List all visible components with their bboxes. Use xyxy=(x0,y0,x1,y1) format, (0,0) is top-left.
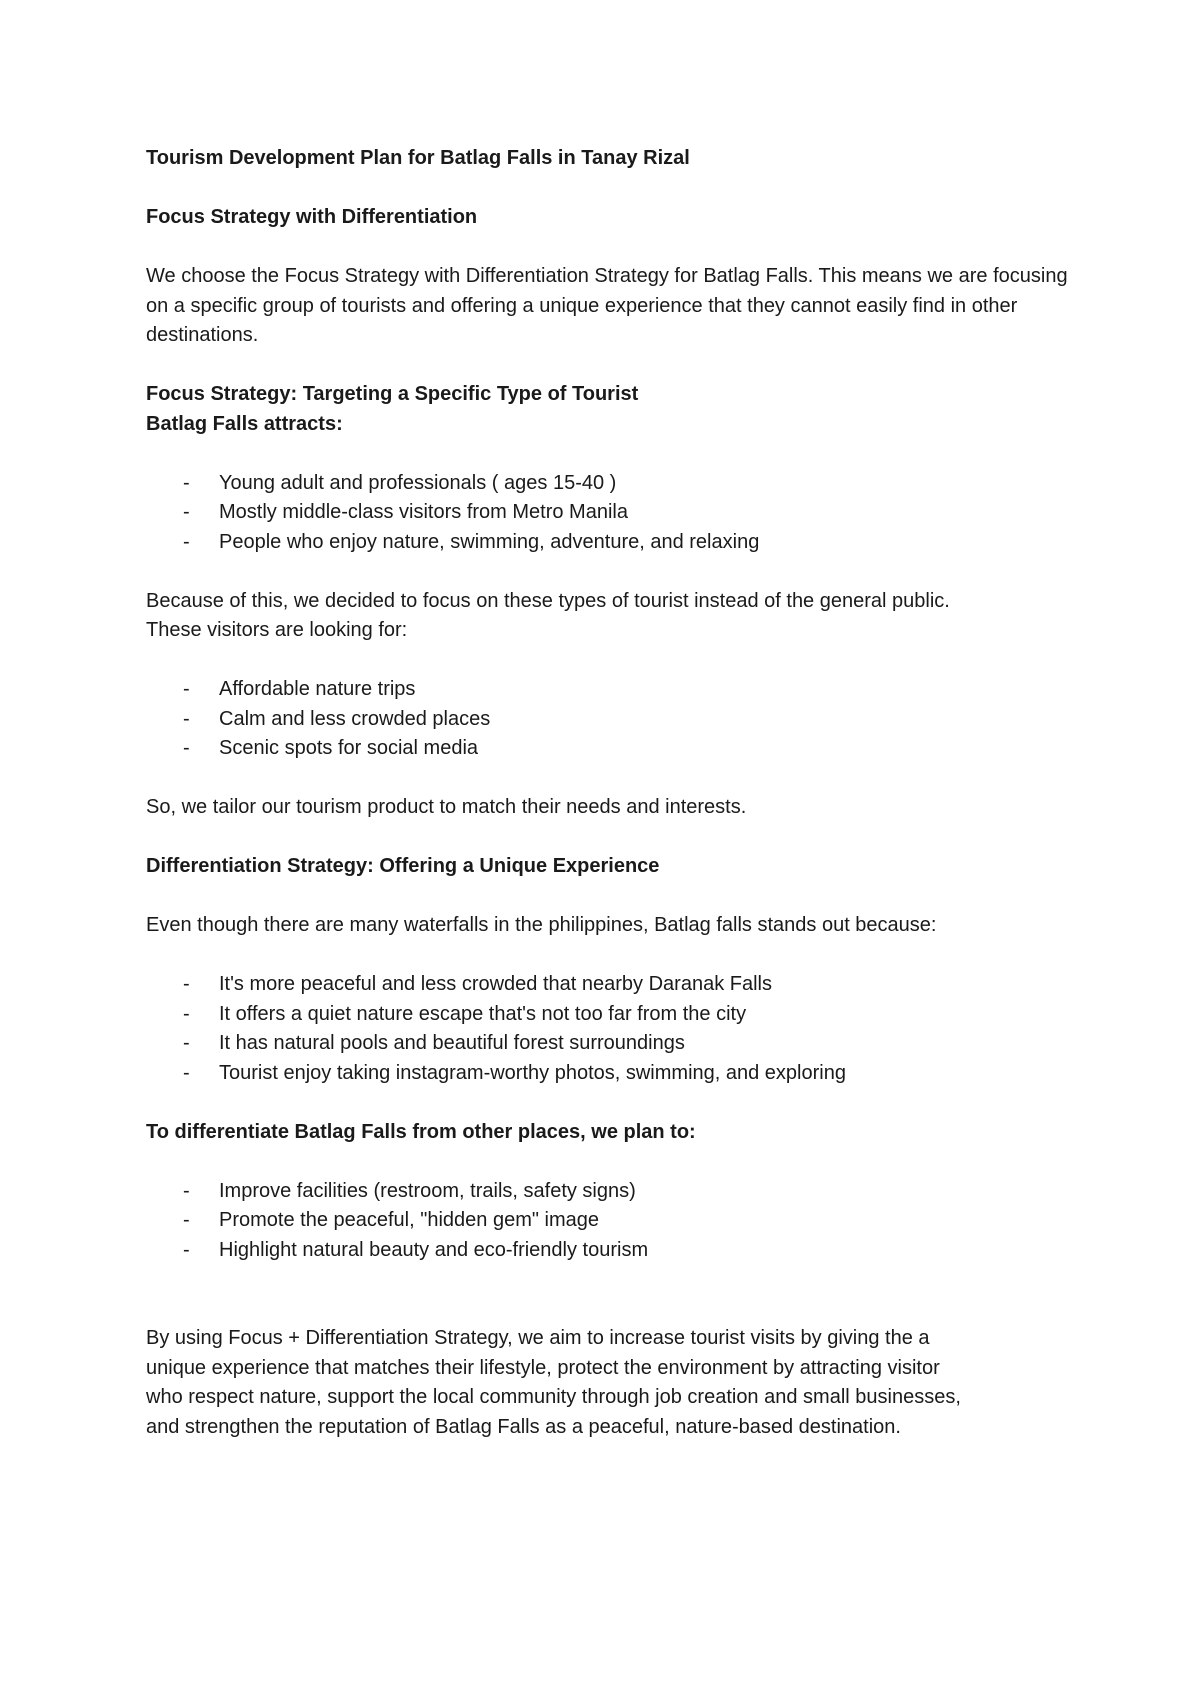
document-title: Tourism Development Plan for Batlag Falls in Tanay Rizal xyxy=(146,147,690,169)
bullet-dash: - xyxy=(183,678,190,700)
bullet-dash: - xyxy=(183,737,190,759)
bullet-dash: - xyxy=(183,1002,190,1025)
bullet-dash: - xyxy=(183,707,190,730)
list-item: - Improve facilities (restroom, trails, safety signs) xyxy=(146,1177,1086,1207)
list-item: - It offers a quiet nature escape that's not too far from the city xyxy=(146,1000,1086,1030)
list-item: - Tourist enjoy taking instagram-worthy photos, swimming, and exploring xyxy=(146,1059,1086,1089)
stands-out-list xyxy=(146,970,1086,1088)
bullet-dash: - xyxy=(183,1032,190,1054)
list-item: - Scenic spots for social media xyxy=(146,734,1086,764)
section-heading-plan: To differentiate Batlag Falls from other places, we plan to: xyxy=(146,1120,696,1143)
visitor-needs-list xyxy=(146,675,1086,764)
bullet-dash: - xyxy=(183,1179,190,1202)
bullet-dash: - xyxy=(183,973,190,995)
plan-list xyxy=(146,1177,1086,1266)
list-item: - Highlight natural beauty and eco-friendly tourism xyxy=(146,1236,1086,1266)
list-item: - It's more peaceful and less crowded that nearby Daranak Falls xyxy=(146,970,1086,1000)
bullet-dash: - xyxy=(183,530,190,553)
because-paragraph-line1: Because of this, we decided to focus on these types of tourist instead of the general public. xyxy=(146,589,950,612)
list-item: - Young adult and professionals ( ages 15-40 ) xyxy=(146,469,1086,499)
conclusion-line2: unique experience that matches their lifestyle, protect the environment by attracting visitor xyxy=(146,1356,940,1379)
list-item: - Promote the peaceful, "hidden gem" image xyxy=(146,1206,1086,1236)
list-item: - It has natural pools and beautiful forest surroundings xyxy=(146,1029,1086,1059)
list-item: - People who enjoy nature, swimming, adventure, and relaxing xyxy=(146,528,1086,558)
bullet-dash: - xyxy=(183,501,190,523)
subheading-attracts: Batlag Falls attracts: xyxy=(146,412,343,435)
section-heading-focus-differentiation: Focus Strategy with Differentiation xyxy=(146,206,478,228)
list-item: - Calm and less crowded places xyxy=(146,705,1086,735)
intro-paragraph: We choose the Focus Strategy with Differentiation Strategy for Batlag Falls. This means we are focusing on a specific group of tourists and offering a unique experience that they cannot easily find in other destinations. xyxy=(146,265,1068,346)
tourist-type-list xyxy=(146,469,1086,558)
bullet-dash: - xyxy=(183,1238,190,1261)
section-heading-differentiation: Differentiation Strategy: Offering a Unique Experience xyxy=(146,855,660,877)
conclusion-line4: and strengthen the reputation of Batlag Falls as a peaceful, nature-based destination. xyxy=(146,1415,901,1438)
conclusion-line1: By using Focus + Differentiation Strategy, we aim to increase tourist visits by giving the a xyxy=(146,1327,930,1349)
stands-out-paragraph: Even though there are many waterfalls in the philippines, Batlag falls stands out because: xyxy=(146,914,937,936)
document-body xyxy=(146,144,1086,1442)
bullet-dash: - xyxy=(183,1061,190,1084)
bullet-dash: - xyxy=(183,471,190,494)
list-item: - Mostly middle-class visitors from Metro Manila xyxy=(146,498,1086,528)
because-paragraph-line2: These visitors are looking for: xyxy=(146,619,408,641)
list-item: - Affordable nature trips xyxy=(146,675,1086,705)
tailor-paragraph: So, we tailor our tourism product to match their needs and interests. xyxy=(146,796,747,818)
section-heading-focus-strategy: Focus Strategy: Targeting a Specific Type of Tourist xyxy=(146,383,639,405)
bullet-dash: - xyxy=(183,1209,190,1231)
conclusion-line3: who respect nature, support the local community through job creation and small businesses, xyxy=(146,1386,961,1408)
